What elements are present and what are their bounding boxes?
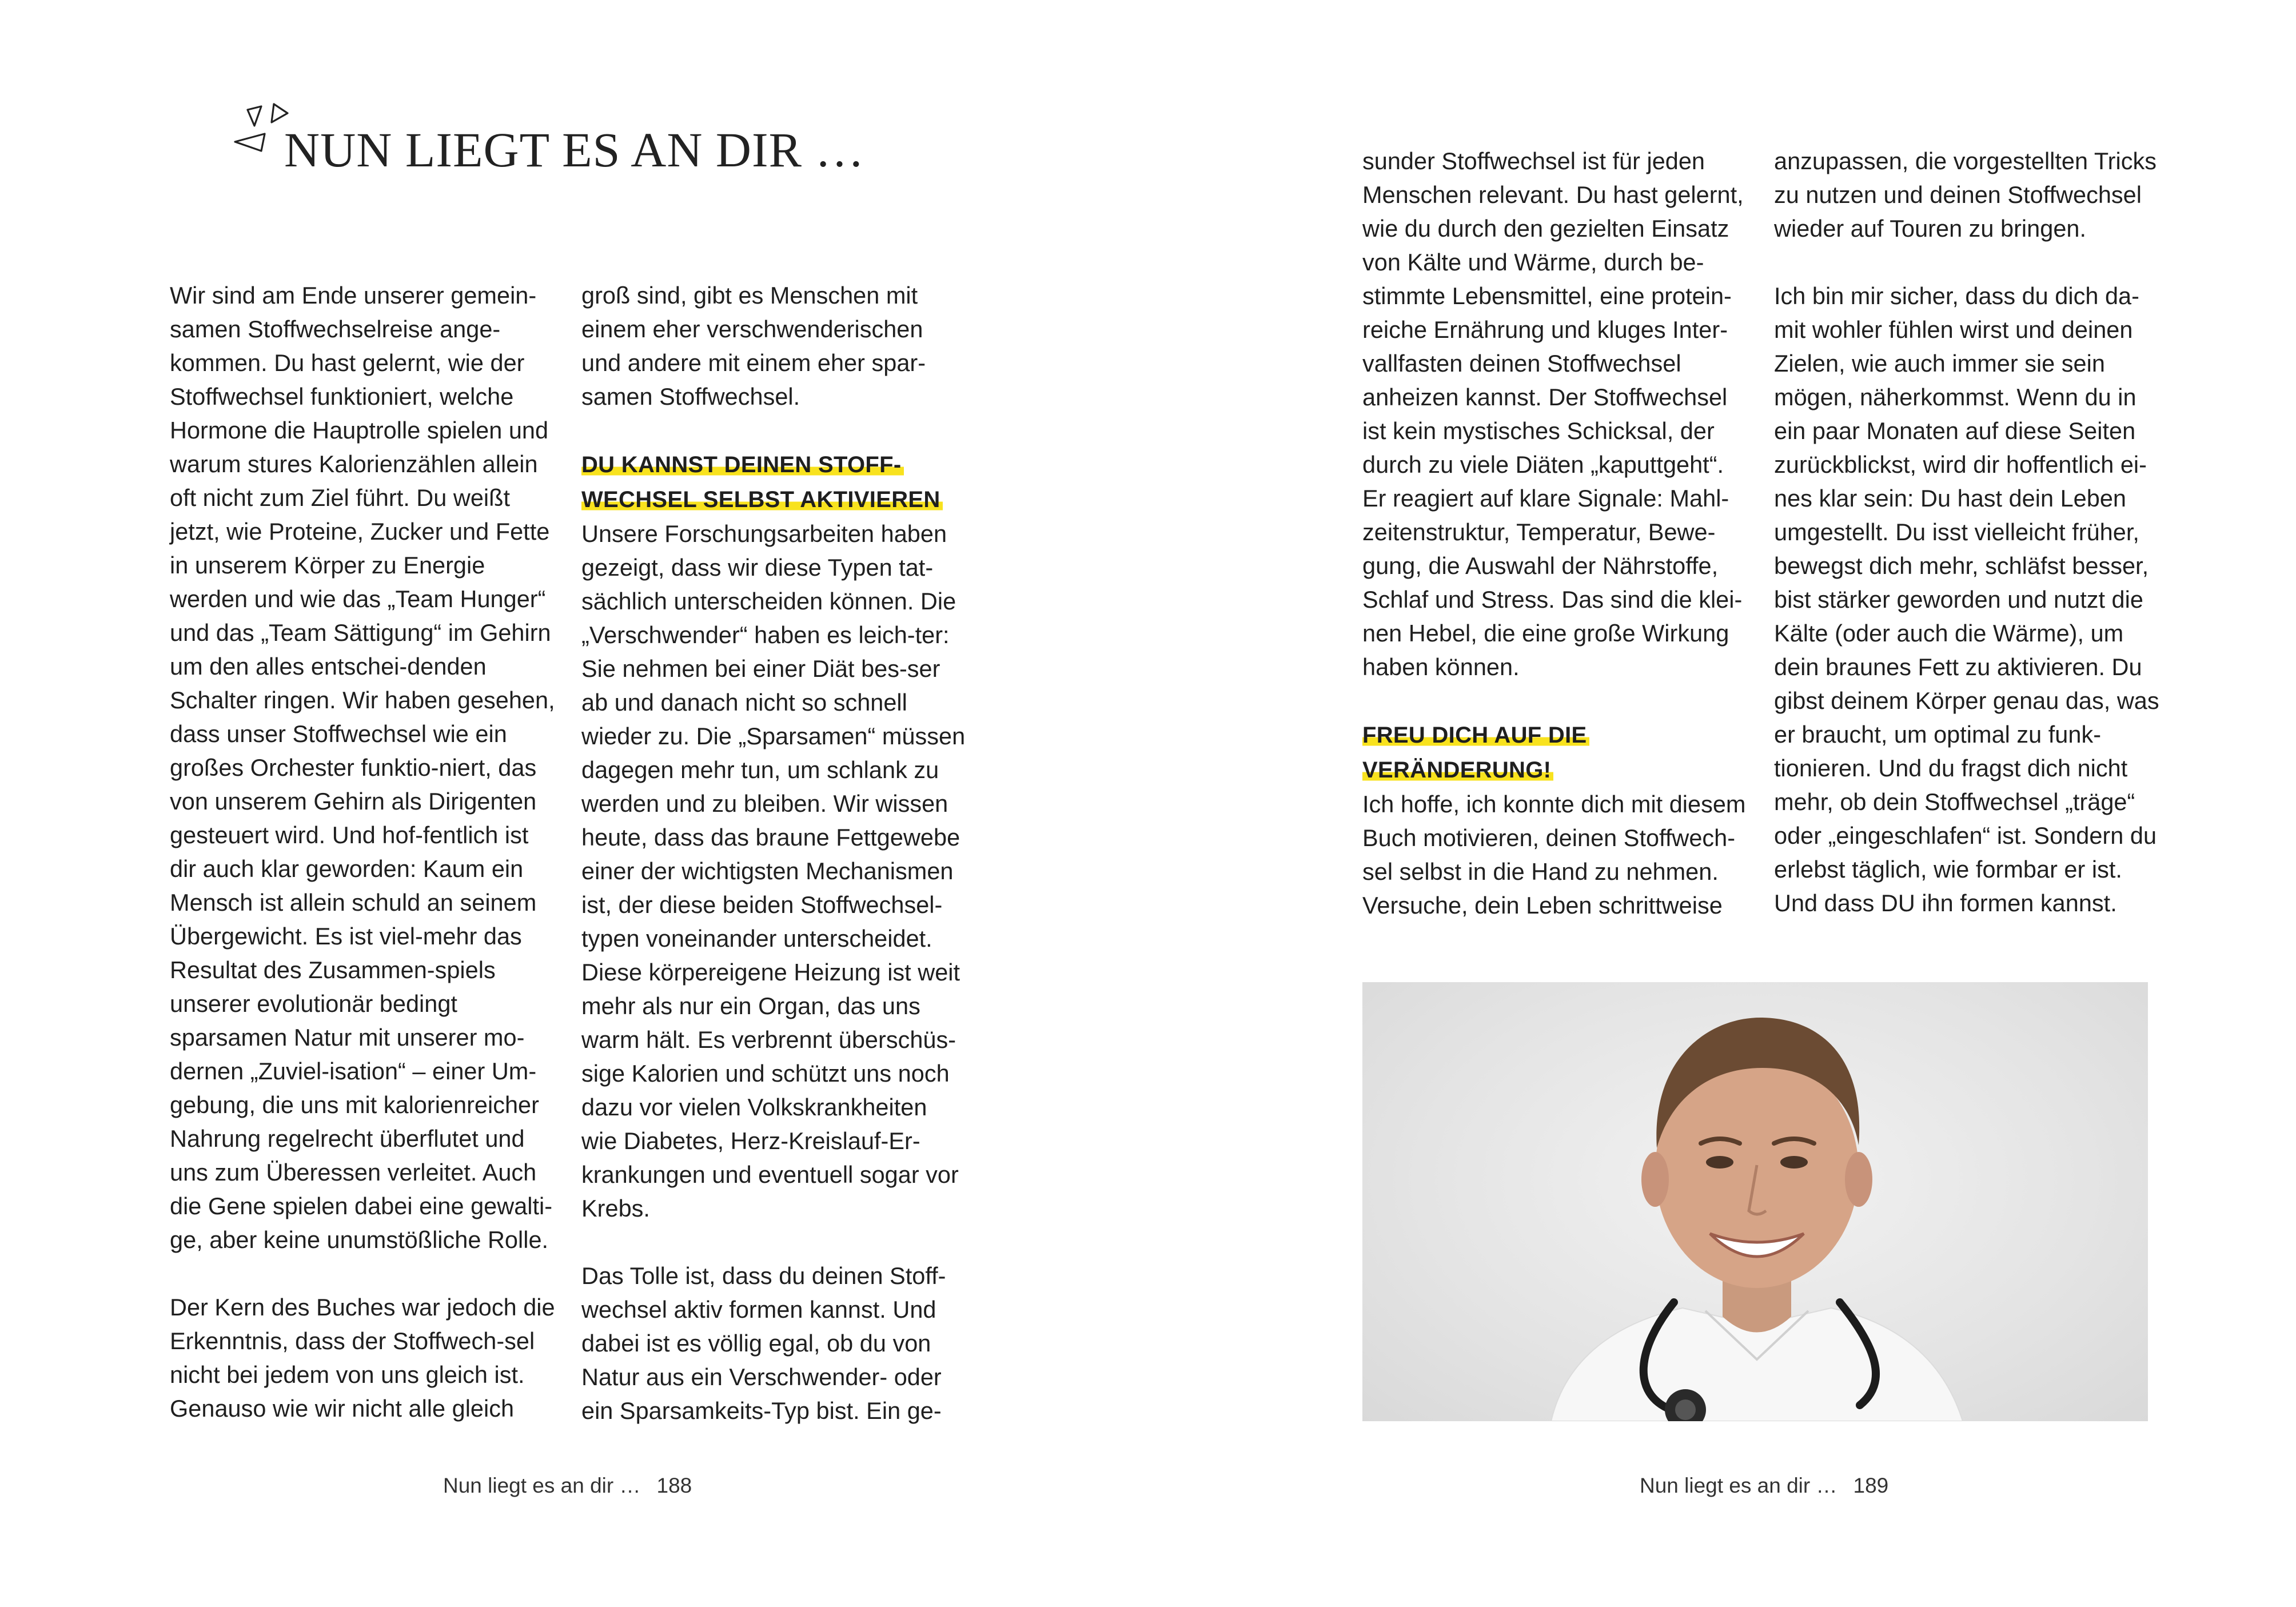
page-footer [443,1474,692,1498]
paragraph: Unsere Forschungsarbeiten haben gezeigt, dass wir diese Typen tat-sächlich unterscheiden können. Die „Verschwender“ haben es leich-ter: Sie nehmen bei einer Diät bes-ser ab und danach nicht so schnell wieder zu. Die „Sparsamen“ müssen dagegen mehr tun, um schlank zu werden und zu bleiben. Wir wissen heute, dass das braune Fettgewebe einer der wichtigsten Mechanismen ist, der diese beiden Stoffwechsel-typen voneinander unterscheidet. Diese körpereigene Heizung ist weit mehr als nur ein Organ, das uns warm hält. Es verbrennt überschüs-sige Kalorien und schützt uns noch dazu vor vielen Volkskrankheiten wie Diabetes, Herz-Kreislauf-Er-krankungen und eventuell sogar vor Krebs. [581,520,966,1222]
paragraph: anzupassen, die vorgestellten Tricks zu nutzen und deinen Stoffwechsel wieder auf Touren zu bringen. [1774,147,2157,242]
right-page [1148,0,2296,1607]
footer-running-title: Nun liegt es an dir … [443,1474,641,1497]
section-heading: FREU DICH AUF DIE VERÄNDERUNG! [1362,723,1589,783]
page-number: 189 [1853,1474,1889,1497]
paragraph: Wir sind am Ende unserer gemein-samen Stoffwechselreise ange-kommen. Du hast gelernt, wie der Stoffwechsel funktioniert, welche Hormone die Hauptrolle spielen und warum stures Kalorienzählen allein oft nicht zum Ziel führt. Du weißt jetzt, wie Proteine, Zucker und Fette in unserem Körper zu Energie werden und wie das „Team Hunger“ und das „Team Sättigung“ im Gehirn um den alles entschei-denden Schalter ringen. Wir haben gesehen, dass unser Stoffwechsel wie ein großes Orchester funktio-niert, das von unserem Gehirn als Dirigenten gesteuert wird. Und hof-fentlich ist dir auch klar geworden: Kaum ein Mensch ist allein schuld an seinem Übergewicht. Es ist viel-mehr das Resultat des Zusammen-spiels unserer evolutionär bedingt sparsamen Natur mit unserer mo-dernen „Zuviel-isation“ – einer Um-gebung, die uns mit kalorienreicher Nahrung regelrecht überflutet und uns zum Überessen verleitet. Auch die Gene spielen dabei eine gewalti-ge, aber keine unumstößliche Rolle. [170,282,555,1253]
paragraph: Ich bin mir sicher, dass du dich da-mit wohler fühlen wirst und deinen Zielen, wie auch immer sie sein mögen, näherkommst. Wenn du in ein paar Monaten auf diese Seiten zurückblickst, wird dir hoffentlich ei-nes klar sein: Du hast dein Leben umgestellt. Du isst vielleicht früher, bewegst dich mehr, schläfst besser, bist stärker geworden und nutzt die Kälte (oder auch die Wärme), um dein braunes Fett zu aktivieren. Du gibst deinem Körper genau das, was er braucht, um optimal zu funk-tionieren. Und du fragst dich nicht mehr, ob dein Stoffwechsel „träge“ oder „eingeschlafen“ ist. Sondern du erlebst täglich, wie formbar er ist. Und dass DU ihn formen kannst. [1774,282,2159,916]
page-title: NUN LIEGT ES AN DIR … [284,122,865,177]
footer-running-title: Nun liegt es an dir … [1640,1474,1837,1497]
paragraph: Ich hoffe, ich konnte dich mit diesem Buch motivieren, deinen Stoffwech-sel selbst in die Hand zu nehmen. Versuche, dein Leben schrittweise [1362,791,1746,919]
text-column-4 [1774,144,2161,920]
text-column-1 [170,278,556,1425]
text-column-3 [1362,144,1749,922]
page-number: 188 [656,1474,692,1497]
section-heading-wrap [1362,717,1749,787]
section-heading: DU KANNST DEINEN STOFF-WECHSEL SELBST AKTIVIEREN [581,452,943,512]
paragraph: Der Kern des Buches war jedoch die Erkenntnis, dass der Stoffwech-sel nicht bei jedem von uns gleich ist. Genauso wie wir nicht alle gleich [170,1294,555,1422]
paragraph: Das Tolle ist, dass du deinen Stoff-wechsel aktiv formen kannst. Und dabei ist es völlig egal, ob du von Natur aus ein Verschwender- oder ein Sparsamkeits-Typ bist. Ein ge- [581,1262,946,1424]
text-column-2 [581,278,968,1427]
portrait-illustration [1362,982,2148,1421]
page-footer [1640,1474,1888,1498]
section-heading-wrap [581,447,968,517]
paragraph: sunder Stoffwechsel ist für jeden Menschen relevant. Du hast gelernt, wie du durch den gezielten Einsatz von Kälte und Wärme, durch be-stimmte Lebensmittel, eine protein-reiche Ernährung und kluges Inter-vallfasten deinen Stoffwechsel anheizen kannst. Der Stoffwechsel ist kein mystisches Schicksal, der durch zu viele Diäten „kaputtgeht“. Er reagiert auf klare Signale: Mahl-zeitenstruktur, Temperatur, Bewe-gung, die Auswahl der Nährstoffe, Schlaf und Stress. Das sind die klei-nen Hebel, die eine große Wirkung haben können. [1362,147,1744,680]
author-portrait-photo [1362,982,2148,1421]
paragraph: groß sind, gibt es Menschen mit einem eher verschwenderischen und andere mit einem eher spar-samen Stoffwechsel. [581,282,926,410]
